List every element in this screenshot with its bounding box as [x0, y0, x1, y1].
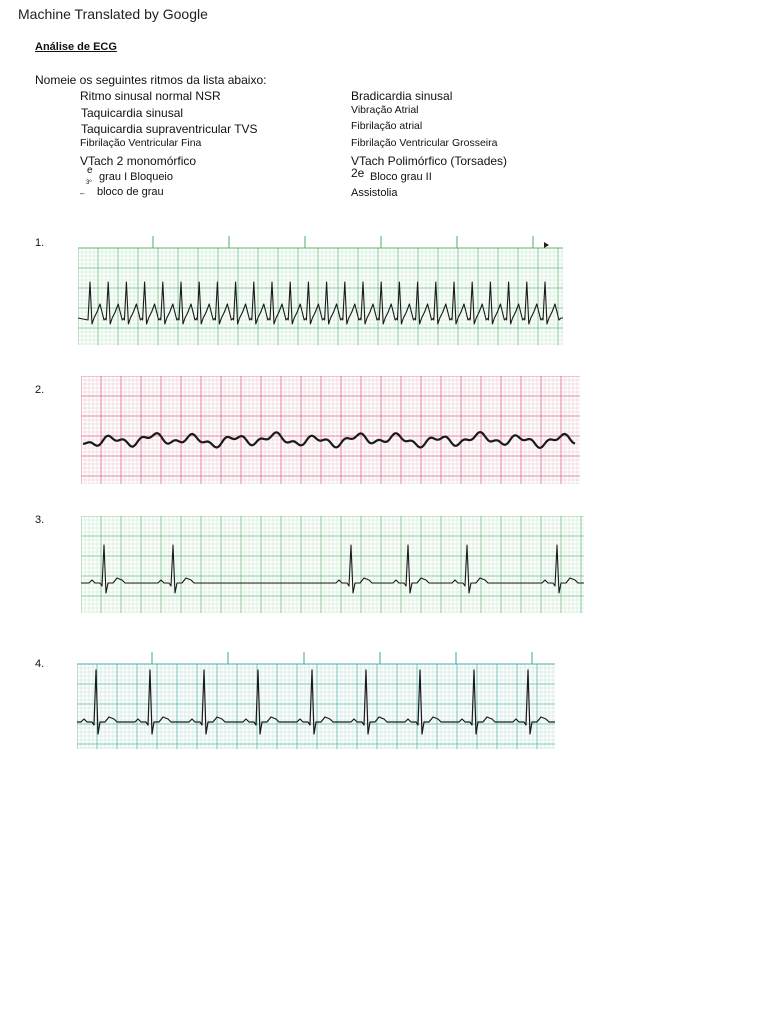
ecg-strip-2 [81, 376, 580, 484]
instructions-text: Nomeie os seguintes ritmos da lista abaixo: [35, 73, 267, 87]
strip-number-1: 1. [35, 237, 45, 249]
option-right-5: VTach Polimórfico (Torsades) [351, 154, 508, 168]
machine-translation-banner: Machine Translated by Google [18, 6, 208, 22]
option-right-3: Fibrilação atrial [351, 120, 423, 132]
strip-number-3: 3. [35, 514, 45, 526]
option-right-4: Fibrilação Ventricular Grosseira [351, 137, 498, 149]
option-left-2: Taquicardia sinusal [81, 106, 184, 120]
option-left-6-label: grau I Bloqueio [99, 171, 173, 183]
option-right-6-label: Bloco grau II [370, 171, 432, 183]
ecg-strip-3 [81, 516, 584, 613]
strip-number-4: 4. [35, 658, 45, 670]
option-left-7-prefix: 3º [86, 180, 92, 186]
page-title: Análise de ECG [35, 41, 117, 53]
strip-number-2: 2. [35, 384, 45, 396]
option-left-7-dash: – [80, 189, 85, 198]
ecg-strip-2-image [81, 376, 580, 484]
option-right-2: Vibração Atrial [351, 104, 419, 116]
option-right-6 [351, 166, 551, 186]
option-left-1: Ritmo sinusal normal NSR [80, 89, 221, 103]
ecg-strip-1 [78, 236, 563, 345]
ecg-strip-1-image [78, 236, 563, 345]
ecg-strip-4-image [77, 652, 555, 749]
option-left-3: Taquicardia supraventricular TVS [81, 122, 258, 136]
option-left-7 [80, 180, 280, 202]
option-left-7-label: bloco de grau [97, 186, 164, 198]
option-left-5: VTach 2 monomórfico [80, 154, 197, 168]
ecg-strip-4 [77, 652, 555, 749]
option-right-7: Assistolia [351, 187, 398, 199]
ecg-strip-3-image [81, 516, 584, 613]
option-left-6-prefix: e [87, 165, 93, 176]
option-right-6-prefix: 2e [351, 166, 365, 180]
option-right-1: Bradicardia sinusal [351, 89, 453, 103]
option-left-4: Fibrilação Ventricular Fina [80, 137, 202, 149]
